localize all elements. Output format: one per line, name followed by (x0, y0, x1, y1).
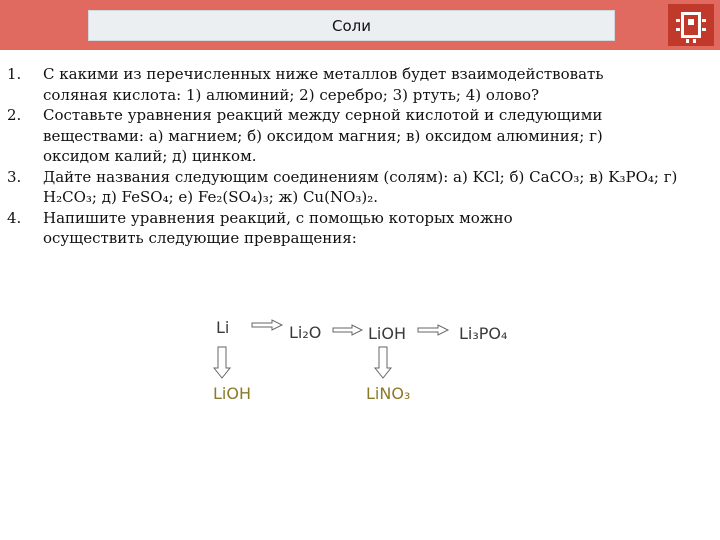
arrow-lioh-down (375, 347, 391, 378)
question-line: С какими из перечисленных ниже металлов будет взаимодействовать (43, 65, 604, 83)
formula-li3po4: Li₃PO₄ (459, 324, 508, 343)
question-line: веществами: а) магнием; б) оксидом магния; в) оксидом алюминия; г) (43, 126, 603, 145)
question-line: осуществить следующие превращения: (43, 229, 357, 247)
question-line: соляная кислота: 1) алюминий; 2) серебро; 3) ртуть; 4) олово? (43, 85, 540, 104)
formula-li: Li (216, 318, 230, 337)
question-number: 3. (7, 167, 22, 186)
slide-title-text: Соли (332, 16, 371, 35)
arrow-li-down (214, 347, 230, 378)
arrow-lioh-to-li3po4 (418, 325, 448, 335)
formula-lioh: LiOH (368, 324, 406, 343)
question-number: 4. (7, 208, 22, 227)
question-number: 1. (7, 65, 22, 83)
question-text: Дайте названия следующим соединениям (солям): а) KCl; б) CaCO₃; в) K₃PO₄; г) H₂CO₃; д) FeSO₄; е) Fe₂(SO₄)₃; ж) Cu(NO₃)₂. (43, 167, 678, 206)
question-line: Напишите уравнения реакций, с помощью которых можно (43, 208, 513, 227)
question-number: 2. (7, 106, 22, 124)
arrow-li-to-li2o (252, 320, 282, 330)
formula-lioh-product: LiOH (213, 384, 251, 403)
formula-lino3: LiNO₃ (366, 384, 411, 403)
question-line: Составьте уравнения реакций между серной кислотой и следующими (43, 106, 603, 124)
formula-li2o: Li₂O (289, 323, 322, 342)
question-line: оксидом калий; д) цинком. (43, 147, 257, 165)
arrow-li2o-to-lioh (333, 325, 362, 335)
